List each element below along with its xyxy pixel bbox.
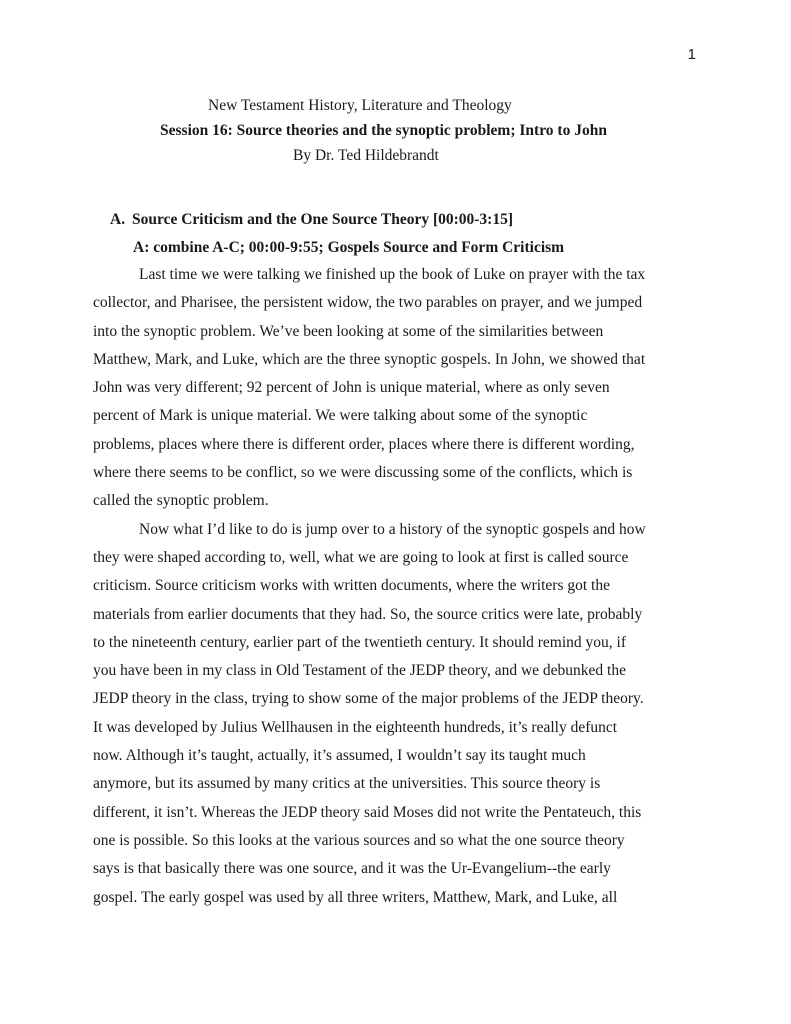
author-line: By Dr. Ted Hildebrandt	[293, 147, 439, 164]
paragraph-2	[93, 516, 697, 912]
text-line: anymore, but its assumed by many critics at the universities. This source theory is	[93, 775, 601, 793]
body-text	[93, 261, 697, 912]
text-line: where there seems to be conflict, so we were discussing some of the conflicts, which is	[93, 464, 633, 482]
section-heading	[110, 206, 791, 234]
text-line: It was developed by Julius Wellhausen in the eighteenth hundreds, it’s really defunct	[93, 718, 618, 736]
text-line: says is that basically there was one source, and it was the Ur-Evangelium--the early	[93, 860, 611, 878]
text-line: they were shaped according to, well, what we are going to look at first is called source	[93, 548, 629, 566]
session-title: Session 16: Source theories and the synoptic problem; Intro to John	[160, 122, 607, 139]
text-line: into the synoptic problem. We’ve been looking at some of the similarities between	[93, 322, 604, 340]
text-line: materials from earlier documents that they had. So, the source critics were late, probably	[93, 605, 643, 623]
text-line: JEDP theory in the class, trying to show some of the major problems of the JEDP theory.	[93, 690, 644, 708]
text-line: problems, places where there is different order, places where there is different wording,	[93, 435, 635, 453]
text-line: Matthew, Mark, and Luke, which are the three synoptic gospels. In John, we showed that	[93, 350, 646, 368]
text-line: Last time we were talking we finished up the book of Luke on prayer with the tax	[139, 266, 646, 283]
course-title: New Testament History, Literature and Theology	[208, 97, 512, 114]
page-number: 1	[687, 46, 696, 63]
text-line: one is possible. So this looks at the various sources and so what the one source theory	[93, 831, 625, 849]
text-line: different, it isn’t. Whereas the JEDP theory said Moses did not write the Pentateuch, this	[93, 803, 642, 821]
text-line: you have been in my class in Old Testament of the JEDP theory, and we debunked the	[93, 662, 626, 680]
text-line: percent of Mark is unique material. We were talking about some of the synoptic	[93, 407, 588, 425]
text-line: John was very different; 92 percent of John is unique material, where as only seven	[93, 379, 610, 397]
paragraph-1	[93, 261, 697, 516]
text-line: called the synoptic problem.	[93, 492, 269, 510]
text-line: gospel. The early gospel was used by all three writers, Matthew, Mark, and Luke, all	[93, 888, 618, 906]
text-line: now. Although it’s taught, actually, it’s assumed, I wouldn’t say its taught much	[93, 747, 586, 765]
document-title-block	[0, 93, 791, 168]
section-letter: A.	[110, 211, 126, 228]
section-headings	[0, 206, 791, 262]
subsection-heading: A: combine A-C; 00:00-9:55; Gospels Source and Form Criticism	[133, 239, 565, 256]
text-line: to the nineteenth century, earlier part of the twentieth century. It should remind you, if	[93, 633, 626, 651]
text-line: collector, and Pharisee, the persistent widow, the two parables on prayer, and we jumped	[93, 294, 643, 312]
text-line: criticism. Source criticism works with written documents, where the writers got the	[93, 577, 610, 595]
section-title: Source Criticism and the One Source Theory [00:00-3:15]	[132, 211, 514, 228]
text-line: Now what I’d like to do is jump over to a history of the synoptic gospels and how	[139, 520, 646, 538]
